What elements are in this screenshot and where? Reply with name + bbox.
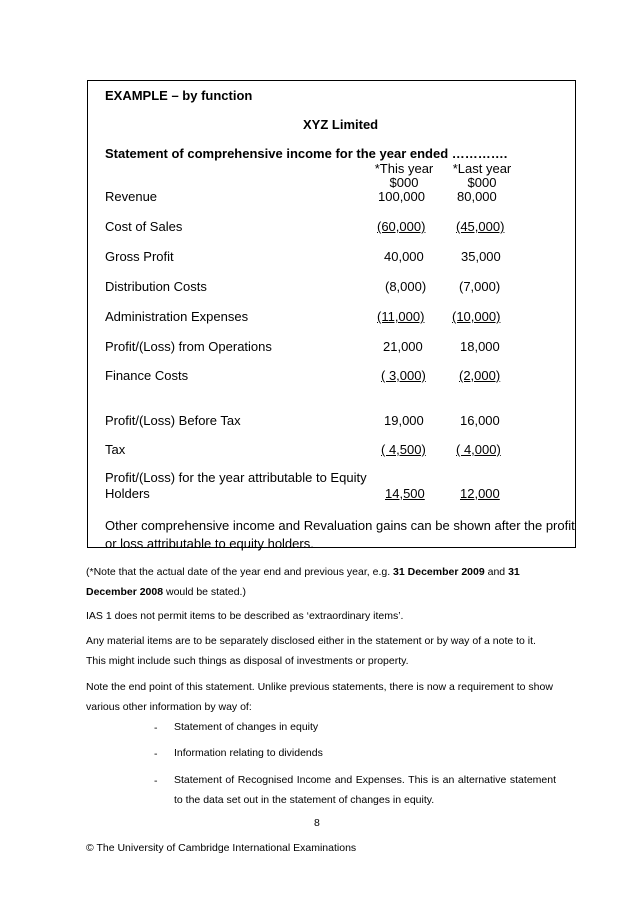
date-note-text-a: (*Note that the actual date of the year end and previous year, e.g. <box>86 566 394 578</box>
value-last-year: (7,000) <box>459 279 501 294</box>
row-label-profit-for-year-line2: Holders <box>105 486 150 501</box>
col-this-year-label: *This year <box>374 161 434 176</box>
col-last-year-label: *Last year <box>452 161 512 176</box>
bullet-marker: - <box>154 748 158 760</box>
value-last-year: ( 4,000) <box>456 442 501 457</box>
bullet-item: Information relating to dividends <box>174 747 323 759</box>
end-point-note: Note the end point of this statement. Unlike previous statements, there is now a requirement to show various other information by way of: <box>86 681 553 713</box>
value-this-year: 19,000 <box>384 413 424 428</box>
value-last-year: (2,000) <box>459 368 501 383</box>
statement-title: Statement of comprehensive income for the year ended …………. <box>105 146 508 161</box>
date-note-text-e: would be stated.) <box>163 586 246 598</box>
row-label-administration-expenses: Administration Expenses <box>105 309 249 324</box>
value-this-year: (60,000) <box>377 219 426 234</box>
value-last-year: (10,000) <box>452 309 501 324</box>
value-last-year: 16,000 <box>460 413 500 428</box>
row-label-profit-before-tax: Profit/(Loss) Before Tax <box>105 413 241 428</box>
value-this-year: (8,000) <box>385 279 427 294</box>
value-last-year: (45,000) <box>456 219 505 234</box>
date-note-previous-year: 31 December 2008 <box>86 566 520 598</box>
row-label-profit-for-year-line1: Profit/(Loss) for the year attributable to Equity <box>105 470 367 485</box>
row-label-tax: Tax <box>105 442 126 457</box>
box-note: Other comprehensive income and Revaluation gains can be shown after the profit or loss attributable to equity holders. <box>105 518 575 551</box>
bullet-marker: - <box>154 722 158 734</box>
value-this-year: ( 3,000) <box>381 368 426 383</box>
date-note-current-year: 31 December 2009 <box>393 566 485 578</box>
material-items-note: Any material items are to be separately disclosed either in the statement or by way of a note to it. This might include such things as disposal of investments or property. <box>86 635 536 667</box>
value-last-year: 18,000 <box>460 339 500 354</box>
col-header-this-year <box>366 162 442 190</box>
col-header-last-year <box>441 162 523 190</box>
date-note-text-c: and <box>484 566 509 578</box>
value-this-year: 21,000 <box>383 339 423 354</box>
value-last-year: 12,000 <box>460 486 500 501</box>
value-this-year: 40,000 <box>384 249 424 264</box>
row-label-gross-profit: Gross Profit <box>105 249 174 264</box>
value-this-year: (11,000) <box>377 309 425 324</box>
value-this-year: 100,000 <box>378 189 425 204</box>
date-note <box>86 562 556 602</box>
row-label-profit-from-operations: Profit/(Loss) from Operations <box>105 339 272 354</box>
bullet-item: Statement of changes in equity <box>174 721 319 733</box>
row-label-cost-of-sales: Cost of Sales <box>105 219 183 234</box>
ias-note: IAS 1 does not permit items to be described as ‘extraordinary items’. <box>86 610 404 622</box>
col-this-year-unit: $000 <box>389 175 419 190</box>
row-label-finance-costs: Finance Costs <box>105 368 189 383</box>
col-last-year-unit: $000 <box>467 175 497 190</box>
row-label-revenue: Revenue <box>105 189 158 204</box>
company-name: XYZ Limited <box>303 117 379 132</box>
value-last-year: 80,000 <box>457 189 497 204</box>
row-label-distribution-costs: Distribution Costs <box>105 279 207 294</box>
value-this-year: ( 4,500) <box>381 442 426 457</box>
bullet-marker: - <box>154 775 158 787</box>
value-this-year: 14,500 <box>385 486 425 501</box>
footer: © The University of Cambridge International Examinations <box>86 842 357 854</box>
example-heading: EXAMPLE – by function <box>105 88 253 103</box>
page-number: 8 <box>314 817 320 829</box>
value-last-year: 35,000 <box>461 249 501 264</box>
bullet-item: Statement of Recognised Income and Expenses. This is an alternative statement to the data set out in the statement of changes in equity. <box>174 774 556 806</box>
